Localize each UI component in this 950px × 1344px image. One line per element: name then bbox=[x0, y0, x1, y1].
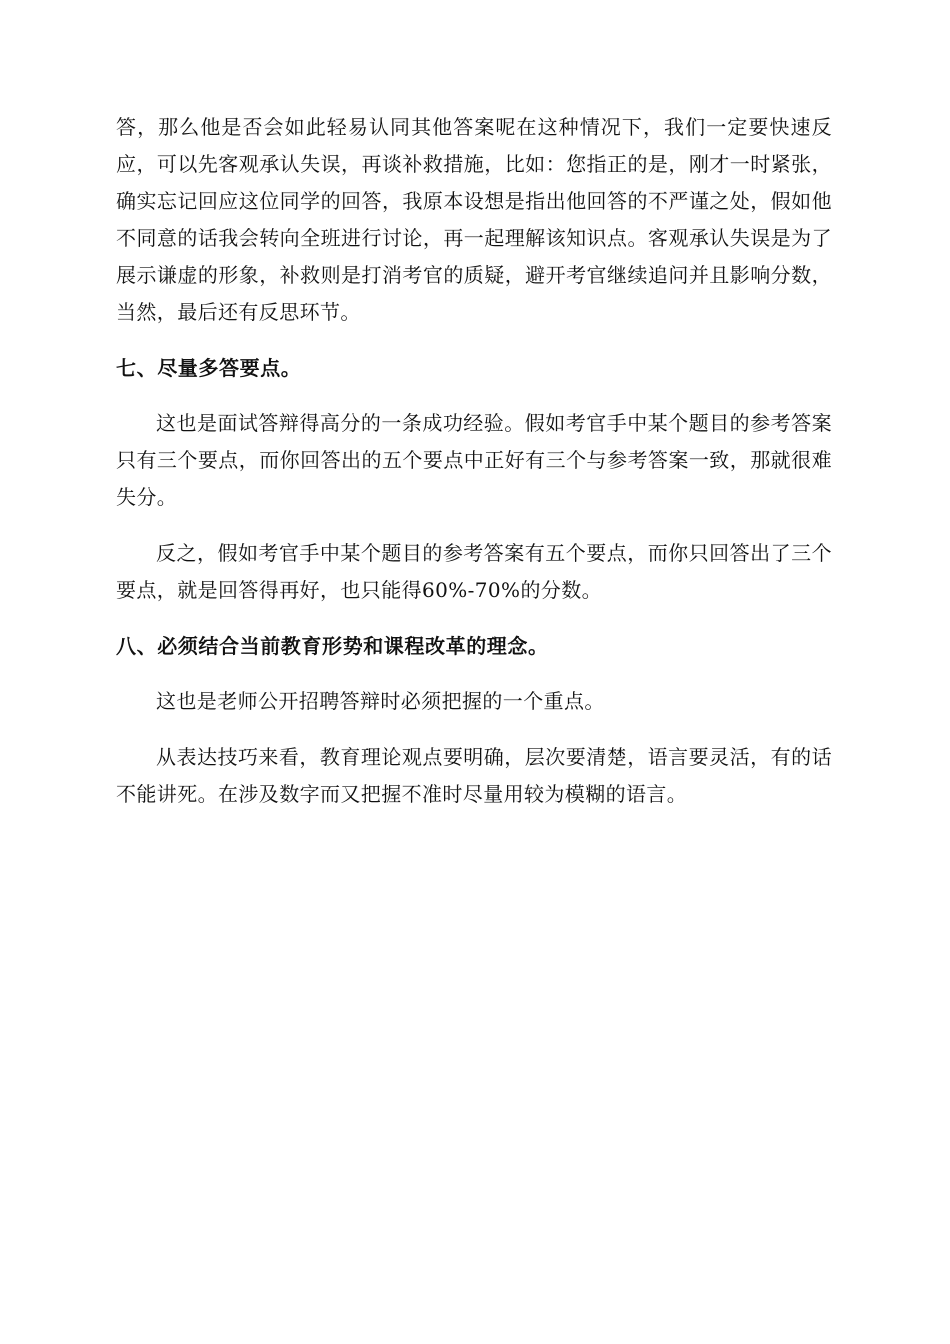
section-7-paragraph-1: 这也是面试答辩得高分的一条成功经验。假如考官手中某个题目的参考答案只有三个要点，而你回答出的五个要点中正好有三个与参考答案一致，那就很难失分。 bbox=[116, 411, 832, 509]
document-body bbox=[116, 109, 832, 832]
section-8-paragraph-2: 从表达技巧来看，教育理论观点要明确，层次要清楚，语言要灵活，有的话不能讲死。在涉及数字而又把握不准时尽量用较为模糊的语言。 bbox=[116, 745, 832, 806]
section-7-paragraph-2: 反之，假如考官手中某个题目的参考答案有五个要点，而你只回答出了三个要点，就是回答得再好，也只能得60%-70%的分数。 bbox=[116, 541, 832, 602]
section-8 bbox=[116, 628, 832, 813]
section-7-heading: 七、尽量多答要点。 bbox=[116, 356, 302, 380]
section-8-heading: 八、必须结合当前教育形势和课程改革的理念。 bbox=[116, 634, 549, 658]
section-8-paragraph-1: 这也是老师公开招聘答辩时必须把握的一个重点。 bbox=[156, 689, 605, 713]
continued-paragraph: 答，那么他是否会如此轻易认同其他答案呢在这种情况下，我们一定要快速反应，可以先客观承认失误，再谈补救措施，比如：您指正的是，刚才一时紧张，确实忘记回应这位同学的回答，我原本设想是指出他回答的不严谨之处，假如他不同意的话我会转向全班进行讨论，再一起理解该知识点。客观承认失误是为了展示谦虚的形象，补救则是打消考官的质疑，避开考官继续追问并且影响分数，当然，最后还有反思环节。 bbox=[116, 115, 832, 324]
section-7 bbox=[116, 350, 832, 609]
